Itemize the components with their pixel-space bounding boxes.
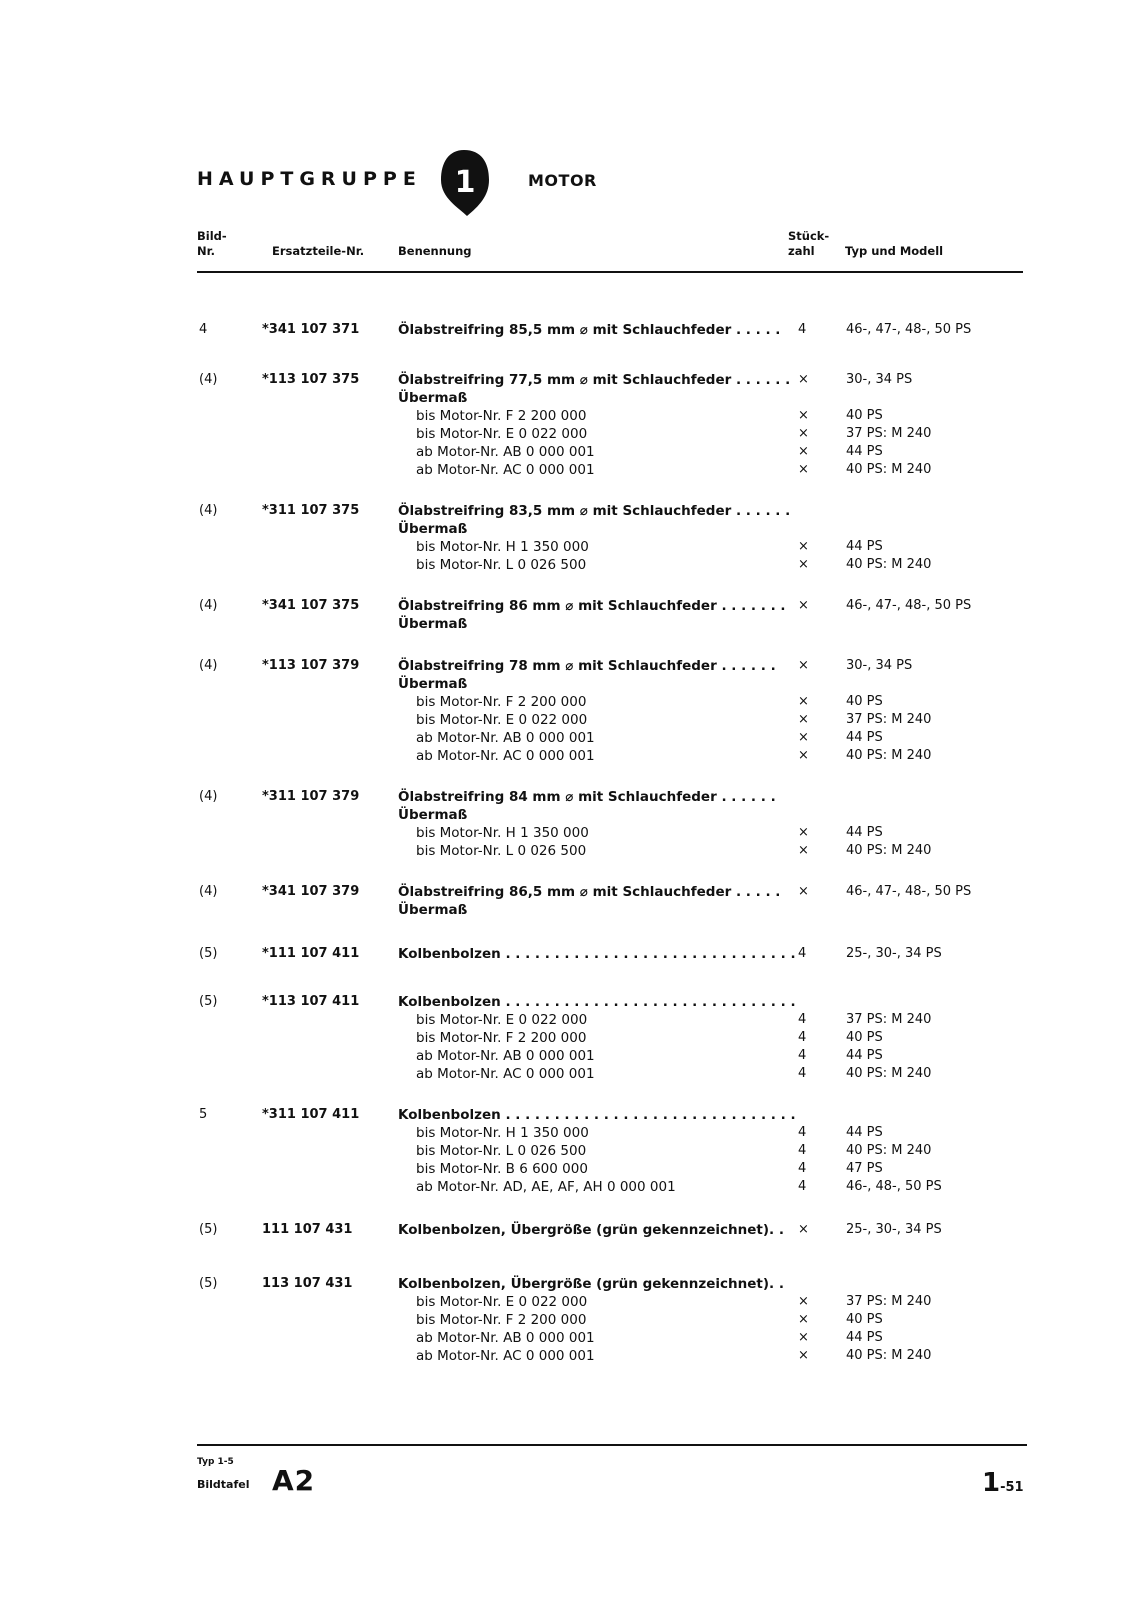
bild-number: (4) [199,598,218,613]
description-text: ab Motor-Nr. AC 0 000 001 [416,1066,595,1082]
description-text: Ölabstreifring 86 mm ⌀ mit Schlauchfeder . . . . . . . [398,598,786,614]
bild-number: (4) [199,884,218,899]
description-text: Übermaß [398,902,468,918]
quantity: 4 [798,1030,807,1045]
col-head-benennung: Benennung [398,244,472,258]
part-number: *113 107 411 [262,994,360,1009]
description-line [398,521,1028,539]
section-title: MOTOR [528,171,597,190]
type-model: 40 PS: M 240 [846,748,932,763]
bild-number: (5) [199,1276,218,1291]
quantity: × [798,539,809,554]
description-lines [398,503,1028,575]
description-line [398,1330,1028,1348]
type-model: 44 PS [846,730,883,745]
quantity: 4 [798,1143,807,1158]
description-line [398,1179,1028,1197]
quantity: × [798,462,809,477]
quantity: × [798,825,809,840]
description-line [398,1107,1028,1125]
description-text: bis Motor-Nr. F 2 200 000 [416,1030,587,1046]
type-model: 37 PS: M 240 [846,712,932,727]
description-text: ab Motor-Nr. AB 0 000 001 [416,444,595,460]
quantity: × [798,1312,809,1327]
description-line [398,426,1028,444]
description-text: bis Motor-Nr. E 0 022 000 [416,1012,588,1028]
quantity: × [798,730,809,745]
description-text: Kolbenbolzen . . . . . . . . . . . . . . . . . . . . . . . . . . . . . . [398,994,796,1010]
description-line [398,390,1028,408]
group-number: 1 [454,165,476,200]
type-model: 37 PS: M 240 [846,1294,932,1309]
description-text: bis Motor-Nr. B 6 600 000 [416,1161,588,1177]
type-model: 46-, 47-, 48-, 50 PS [846,598,972,613]
type-model: 40 PS: M 240 [846,557,932,572]
description-line [398,1294,1028,1312]
description-lines [398,884,1028,920]
description-line [398,557,1028,575]
description-text: Übermaß [398,807,468,823]
description-line [398,1312,1028,1330]
quantity: × [798,598,809,613]
quantity: × [798,1222,809,1237]
col-head-ersatzteile: Ersatzteile-Nr. [272,244,365,258]
type-model: 44 PS [846,1330,883,1345]
type-model: 47 PS [846,1161,883,1176]
type-model: 25-, 30-, 34 PS [846,1222,942,1237]
type-model: 46-, 47-, 48-, 50 PS [846,884,972,899]
description-text: Ölabstreifring 84 mm ⌀ mit Schlauchfeder . . . . . . [398,789,776,805]
quantity: × [798,748,809,763]
type-model: 25-, 30-, 34 PS [846,946,942,961]
description-text: Ölabstreifring 85,5 mm ⌀ mit Schlauchfeder . . . . . [398,322,781,338]
bild-number: (4) [199,503,218,518]
description-lines [398,1107,1028,1197]
description-line [398,748,1028,766]
description-lines [398,658,1028,766]
description-line [398,712,1028,730]
bild-number: (4) [199,789,218,804]
description-line [398,946,1028,964]
description-text: Kolbenbolzen . . . . . . . . . . . . . . . . . . . . . . . . . . . . . . [398,1107,796,1123]
type-model: 40 PS [846,1312,883,1327]
description-text: Kolbenbolzen . . . . . . . . . . . . . . . . . . . . . . . . . . . . . . [398,946,796,962]
description-text: ab Motor-Nr. AD, AE, AF, AH 0 000 001 [416,1179,676,1195]
part-number: *311 107 375 [262,503,360,518]
quantity: × [798,444,809,459]
page-number: 1-51 [982,1468,1024,1498]
description-line [398,1348,1028,1366]
description-lines [398,994,1028,1084]
description-line [398,1066,1028,1084]
type-model: 46-, 48-, 50 PS [846,1179,942,1194]
part-number: *311 107 411 [262,1107,360,1122]
description-line [398,462,1028,480]
description-line [398,658,1028,676]
bild-number: (5) [199,946,218,961]
description-text: Ölabstreifring 78 mm ⌀ mit Schlauchfeder . . . . . . [398,658,776,674]
description-text: bis Motor-Nr. L 0 026 500 [416,557,587,573]
description-lines [398,372,1028,480]
quantity: × [798,884,809,899]
quantity: 4 [798,1161,807,1176]
footer-rule [197,1444,1027,1446]
quantity: × [798,843,809,858]
description-line [398,902,1028,920]
type-model: 40 PS: M 240 [846,462,932,477]
quantity: × [798,694,809,709]
description-line [398,1143,1028,1161]
description-line [398,1161,1028,1179]
header-title: HAUPTGRUPPE [197,168,422,190]
type-model: 46-, 47-, 48-, 50 PS [846,322,972,337]
bild-number: (4) [199,658,218,673]
description-text: ab Motor-Nr. AC 0 000 001 [416,462,595,478]
part-number: 113 107 431 [262,1276,353,1291]
quantity: × [798,712,809,727]
description-line [398,694,1028,712]
type-model: 44 PS [846,1048,883,1063]
description-text: Ölabstreifring 83,5 mm ⌀ mit Schlauchfeder . . . . . . [398,503,791,519]
description-text: bis Motor-Nr. E 0 022 000 [416,1294,588,1310]
description-text: bis Motor-Nr. H 1 350 000 [416,825,589,841]
description-line [398,676,1028,694]
description-text: bis Motor-Nr. H 1 350 000 [416,1125,589,1141]
description-text: bis Motor-Nr. L 0 026 500 [416,1143,587,1159]
description-line [398,1012,1028,1030]
description-lines [398,322,1028,340]
description-text: Ölabstreifring 86,5 mm ⌀ mit Schlauchfeder . . . . . [398,884,781,900]
quantity: 4 [798,946,807,961]
type-model: 40 PS: M 240 [846,843,932,858]
type-model: 44 PS [846,539,883,554]
type-model: 44 PS [846,444,883,459]
description-line [398,843,1028,861]
description-text: bis Motor-Nr. E 0 022 000 [416,712,588,728]
description-line [398,994,1028,1012]
description-lines [398,946,1028,964]
part-number: *341 107 379 [262,884,360,899]
bild-number: (5) [199,994,218,1009]
part-number: *113 107 375 [262,372,360,387]
description-text: ab Motor-Nr. AB 0 000 001 [416,1330,595,1346]
col-head-stueckzahl: Stück- zahl [788,229,830,258]
quantity: × [798,658,809,673]
type-model: 40 PS: M 240 [846,1348,932,1363]
footer-typ: Typ 1-5 [197,1457,234,1467]
description-line [398,825,1028,843]
description-text: ab Motor-Nr. AB 0 000 001 [416,1048,595,1064]
type-model: 44 PS [846,825,883,840]
part-number: *341 107 371 [262,322,360,337]
description-line [398,444,1028,462]
footer-tafel-code: A2 [272,1464,316,1497]
description-text: Übermaß [398,676,468,692]
description-line [398,730,1028,748]
description-line [398,408,1028,426]
type-model: 40 PS: M 240 [846,1143,932,1158]
type-model: 40 PS [846,1030,883,1045]
description-text: bis Motor-Nr. H 1 350 000 [416,539,589,555]
footer-bildtafel: Bildtafel [197,1478,250,1491]
quantity: × [798,1348,809,1363]
description-text: Übermaß [398,616,468,632]
description-line [398,598,1028,616]
description-line [398,1048,1028,1066]
description-text: ab Motor-Nr. AB 0 000 001 [416,730,595,746]
type-model: 30-, 34 PS [846,372,913,387]
description-text: Ölabstreifring 77,5 mm ⌀ mit Schlauchfeder . . . . . . [398,372,791,388]
quantity: 4 [798,1125,807,1140]
bild-number: (4) [199,372,218,387]
part-number: 111 107 431 [262,1222,353,1237]
description-line [398,1125,1028,1143]
quantity: 4 [798,1179,807,1194]
part-number: *311 107 379 [262,789,360,804]
part-number: *113 107 379 [262,658,360,673]
col-head-bild: Bild- Nr. [197,229,227,258]
type-model: 44 PS [846,1125,883,1140]
description-line [398,884,1028,902]
description-line [398,503,1028,521]
quantity: × [798,1330,809,1345]
bild-number: 4 [199,322,208,337]
description-text: bis Motor-Nr. E 0 022 000 [416,426,588,442]
description-line [398,322,1028,340]
col-head-typ: Typ und Modell [845,244,944,258]
quantity: 4 [798,1048,807,1063]
description-line [398,539,1028,557]
quantity: × [798,372,809,387]
type-model: 37 PS: M 240 [846,1012,932,1027]
description-lines [398,789,1028,861]
quantity: × [798,557,809,572]
description-line [398,372,1028,390]
type-model: 40 PS [846,694,883,709]
description-text: Kolbenbolzen, Übergröße (grün gekennzeichnet). . [398,1222,785,1238]
quantity: × [798,408,809,423]
description-text: bis Motor-Nr. F 2 200 000 [416,694,587,710]
type-model: 40 PS: M 240 [846,1066,932,1081]
type-model: 40 PS [846,408,883,423]
description-text: Übermaß [398,390,468,406]
description-line [398,1030,1028,1048]
part-number: *111 107 411 [262,946,360,961]
bild-number: (5) [199,1222,218,1237]
description-line [398,1276,1028,1294]
description-text: ab Motor-Nr. AC 0 000 001 [416,1348,595,1364]
description-text: bis Motor-Nr. L 0 026 500 [416,843,587,859]
quantity: 4 [798,322,807,337]
part-number: *341 107 375 [262,598,360,613]
description-text: bis Motor-Nr. F 2 200 000 [416,1312,587,1328]
quantity: × [798,1294,809,1309]
type-model: 30-, 34 PS [846,658,913,673]
description-text: Kolbenbolzen, Übergröße (grün gekennzeichnet). . [398,1276,785,1292]
quantity: 4 [798,1066,807,1081]
bild-number: 5 [199,1107,208,1122]
description-line [398,789,1028,807]
description-lines [398,1276,1028,1366]
description-text: Übermaß [398,521,468,537]
description-line [398,616,1028,634]
quantity: × [798,426,809,441]
type-model: 37 PS: M 240 [846,426,932,441]
description-lines [398,598,1028,634]
description-text: ab Motor-Nr. AC 0 000 001 [416,748,595,764]
description-line [398,807,1028,825]
description-line [398,1222,1028,1240]
description-text: bis Motor-Nr. F 2 200 000 [416,408,587,424]
quantity: 4 [798,1012,807,1027]
description-lines [398,1222,1028,1240]
